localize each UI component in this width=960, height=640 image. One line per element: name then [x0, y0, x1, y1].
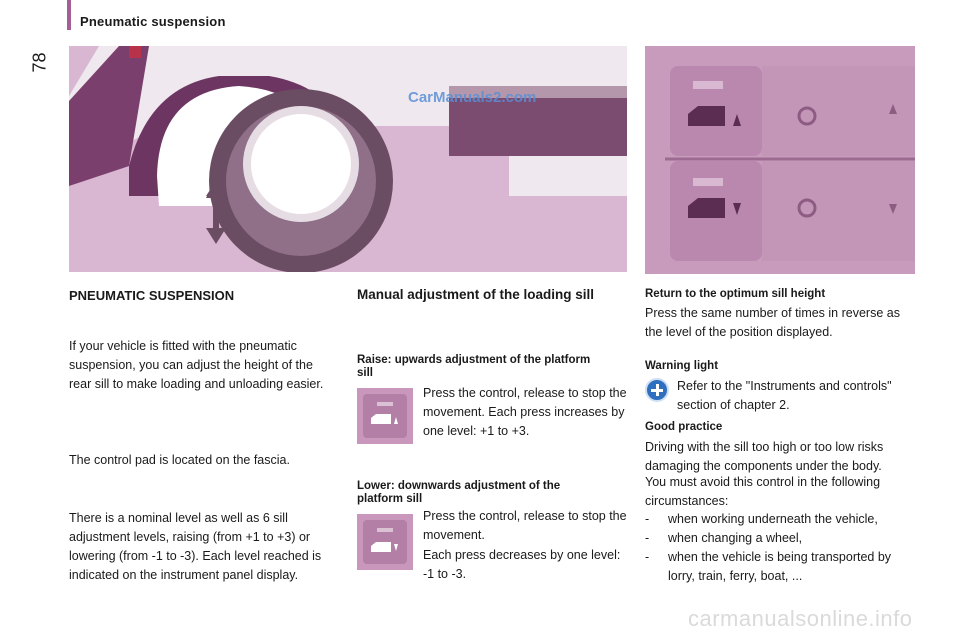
warning-heading: Warning light	[645, 360, 719, 372]
page-number: 78	[29, 52, 50, 73]
good-practice-paragraph-1: Driving with the sill too high or too low risks damaging the components under the body.	[645, 440, 884, 473]
van-lower-icon	[363, 520, 407, 564]
return-paragraph: Press the same number of times in reverse as the level of the position displayed.	[645, 306, 900, 339]
good-practice-paragraph-2: You must avoid this control in the following circumstances:	[645, 475, 881, 508]
lower-description-2: Each press decreases by one level: -1 to -3.	[423, 548, 621, 581]
info-plus-icon	[645, 378, 669, 402]
page-header-title: Pneumatic suspension	[80, 14, 226, 29]
raise-description: Press the control, release to stop the movement. Each press increases by one level: +1 to +3.	[423, 386, 627, 438]
lower-heading: Lower: downwards adjustment of the platform sill	[357, 480, 561, 505]
header-accent-bar	[67, 0, 71, 30]
watermark-text: CarManuals2.com	[408, 89, 537, 106]
list-item: - when working underneath the vehicle,	[645, 512, 878, 526]
control-pad-illustration	[645, 46, 915, 274]
good-practice-heading: Good practice	[645, 421, 723, 433]
raise-control-image	[357, 388, 413, 444]
lower-description-1: Press the control, release to stop the movement.	[423, 509, 627, 542]
control-location-paragraph: The control pad is located on the fascia.	[69, 453, 290, 467]
footer-watermark: carmanualsonline.info	[688, 606, 913, 631]
manual-adjustment-heading: Manual adjustment of the loading sill	[357, 287, 595, 302]
intro-paragraph: If your vehicle is fitted with the pneumatic suspension, you can adjust the height of the rear sill to make loading and unloading easier.	[69, 339, 324, 391]
list-item: - when changing a wheel,	[645, 531, 803, 545]
lower-control-image	[357, 514, 413, 570]
section-heading: PNEUMATIC SUSPENSION	[69, 288, 235, 303]
raise-heading: Raise: upwards adjustment of the platform sill	[357, 354, 591, 379]
van-raise-icon	[363, 394, 407, 438]
warning-paragraph: Refer to the "Instruments and controls" section of chapter 2.	[677, 379, 892, 412]
levels-paragraph: There is a nominal level as well as 6 sill adjustment levels, raising (from +1 to +3) or lowering (from -1 to -3). Each level reached is indicated on the instrument panel display.	[69, 511, 322, 582]
list-item: - when the vehicle is being transported by lorry, train, ferry, boat, ...	[645, 550, 892, 583]
vehicle-rear-illustration	[69, 46, 627, 272]
return-heading: Return to the optimum sill height	[645, 288, 826, 300]
